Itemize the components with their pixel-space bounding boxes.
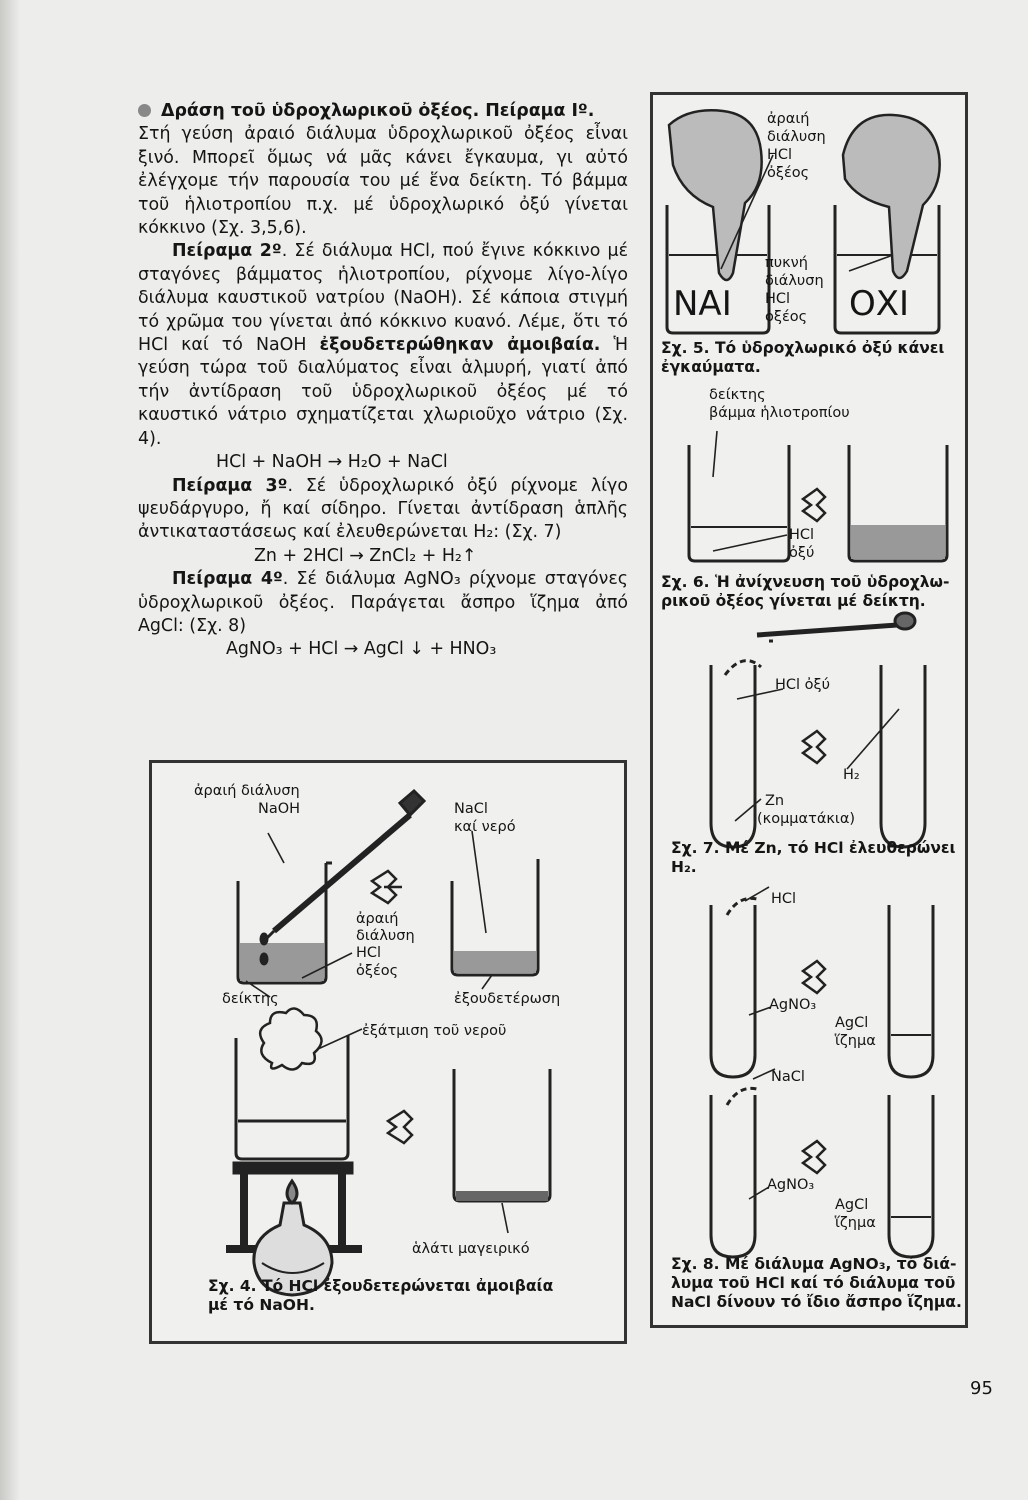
label-nacl-water: καί νερό — [454, 819, 516, 835]
fig6-label-acid: ὀξύ — [789, 545, 815, 561]
label-salt: ἁλάτι μαγειρικό — [412, 1241, 530, 1257]
fig8-caption-line3: NaCl δίνουν τό ἴδιο ἄσπρο ἵζημα. — [671, 1293, 962, 1311]
page-number: 95 — [970, 1378, 993, 1399]
fig5-label-acid2: ὀξέος — [765, 309, 808, 325]
equation-silver-nitrate: AgNO₃ + HCl → AgCl ↓ + HNO₃ — [226, 639, 497, 660]
label-evaporation: ἐξάτμιση τοῦ νεροῦ — [362, 1023, 507, 1039]
fig7-label-h2: H₂ — [843, 767, 860, 783]
fig8-label-agcl-2: AgCl — [835, 1197, 869, 1213]
bullet-icon — [138, 104, 151, 117]
figure-4-drawing — [152, 763, 624, 1341]
fig5-yes: ΝΑΙ — [673, 284, 732, 324]
fig8-label-precip: ἵζημα — [835, 1033, 876, 1049]
fig7-caption-line2: H₂. — [671, 858, 697, 876]
section-heading: Δράση τοῦ ὑδροχλωρικοῦ ὀξέος. Πείραμα Ιº. — [138, 100, 628, 123]
fig5-label-solution: διάλυση — [767, 129, 826, 145]
label-solution: διάλυση — [356, 928, 415, 944]
fig8-label-agno3-2: AgNO₃ — [767, 1177, 815, 1193]
label-nacl: NaCl — [454, 801, 488, 817]
equation-zinc: Zn + 2HCl → ZnCl₂ + H₂↑ — [254, 545, 477, 566]
figure-4-caption-line2: μέ τό NaOH. — [208, 1296, 315, 1314]
fig8-label-nacl: NaCl — [771, 1069, 805, 1085]
fig5-no: ΟΧΙ — [849, 284, 910, 324]
fig8-caption-line1: Σχ. 8. Μέ διάλυμα AgNO₃, τό διά- — [671, 1255, 957, 1273]
fig5-label-hcl2: HCl — [765, 291, 791, 307]
label-naoh: NaOH — [258, 801, 301, 817]
fig5-label-conc: πυκνή — [765, 255, 808, 271]
fig8-label-precip-2: ἵζημα — [835, 1215, 876, 1231]
fig5-caption-line1: Σχ. 5. Τό ὑδροχλωρικό ὀξύ κάνει — [661, 339, 945, 357]
paragraph-experiment-3: Πείραμα 3º. Σέ ὑδροχλωρικό ὀξύ ρίχνομε λίγο ψευδάργυρο, ἤ καί σίδηρο. Γίνεται ἀντίδραση ἁπλῆς ἀντικαταστάσεως καί ἐλευθερώνεται H₂: (Σχ. 7) — [138, 475, 628, 543]
fig7-label-hcl-acid: HCl ὀξύ — [775, 677, 831, 693]
fig5-label-solution2: διάλυση — [765, 273, 824, 289]
fig7-label-zn: Zn — [765, 793, 785, 809]
fig5-label-dilute: ἀραιή — [767, 111, 810, 127]
fig8-label-agno3: AgNO₃ — [769, 997, 817, 1013]
fig5-caption-line2: ἐγκαύματα. — [661, 358, 761, 376]
paragraph-experiment-1: Στή γεύση ἀραιό διάλυμα ὑδροχλωρικοῦ ὀξέος εἶναι ξινό. Μπορεῖ ὅμως νά μᾶς κάνει ἔγκαυμα, γι αὐτό ἐλέγχομε τήν παρουσία του μέ ἕνα δείκτη. Τό βάμμα τοῦ ἡλιοτροπίου π.χ. μέ ὑδροχλωρικό ὀξύ γίνεται κόκκινο (Σχ. 3,5,6). — [138, 124, 628, 239]
figures-5-8-panel — [650, 92, 968, 1328]
paragraph-experiment-4: Πείραμα 4º. Σέ διάλυμα AgNO₃ ρίχνομε σταγόνες ὑδροχλωρικοῦ ὀξέος. Παράγεται ἄσπρο ἵζημα ἀπό AgCl: (Σχ. 8) — [138, 569, 628, 636]
label-hcl: HCl — [356, 945, 382, 961]
paragraph-experiment-2: Πείραμα 2º. Σέ διάλυμα HCl, πού ἔγινε κόκκινο μέ σταγόνες βάμματος ἡλιοτροπίου, ρίχνομε λίγο-λίγο διάλυμα καυστικοῦ νατρίου (NaOH). Σέ κάποια στιγμή τό χρῶμα του γίνεται ἀπό κόκκινο κυανό. Λέμε, ὅτι τό HCl καί τό NaOH ἐξουδετερώθηκαν ἀμοιβαία. Ἡ γεύση τώρα τοῦ διαλύματος εἶναι ἁλμυρή, γιατί ἀπό τήν ἀντίδραση τοῦ ὑδροχλωρικοῦ ὀξέος μέ τό καυστικό νάτριο σχηματίζεται χλωριοῦχο νάτριο (Σχ. 4). — [138, 241, 628, 449]
figure-4-caption-line1: Σχ. 4. Τό HCl ἐξουδετερώνεται ἀμοιβαία — [208, 1277, 554, 1295]
label-acid: ὀξέος — [356, 963, 399, 979]
page-edge-shadow — [0, 0, 20, 1500]
fig5-label-hcl: HCl — [767, 147, 793, 163]
fig6-label-indicator: δείκτης — [709, 387, 766, 403]
fig7-label-pieces: (κομματάκια) — [757, 811, 856, 827]
fig6-label-hcl: HCl — [789, 527, 815, 543]
fig6-caption-line1: Σχ. 6. Ἡ ἀνίχνευση τοῦ ὑδροχλω- — [661, 573, 950, 591]
label-dilute: ἀραιή — [356, 911, 399, 927]
fig7-caption-line1: Σχ. 7. Μέ Zn, τό HCl ἐλευθερώνει — [671, 839, 956, 857]
equation-neutralization: HCl + NaOH → H₂O + NaCl — [216, 452, 448, 473]
label-neutralization: ἐξουδετέρωση — [454, 991, 561, 1007]
fig6-label-litmus: βάμμα ἡλιοτροπίου — [709, 405, 850, 421]
fig6-caption-line2: ρικοῦ ὀξέος γίνεται μέ δείκτη. — [661, 592, 926, 610]
main-text — [138, 100, 628, 662]
fig8-caption-line2: λυμα τοῦ HCl καί τό διάλυμα τοῦ — [671, 1274, 956, 1292]
fig5-label-acid: ὀξέος — [767, 165, 810, 181]
fig8-label-agcl: AgCl — [835, 1015, 869, 1031]
fig8-label-hcl: HCl — [771, 891, 797, 907]
label-indicator: δείκτης — [222, 991, 279, 1007]
figure-4 — [149, 760, 627, 1344]
label-dilute-solution: ἀραιή διάλυση — [194, 783, 300, 799]
